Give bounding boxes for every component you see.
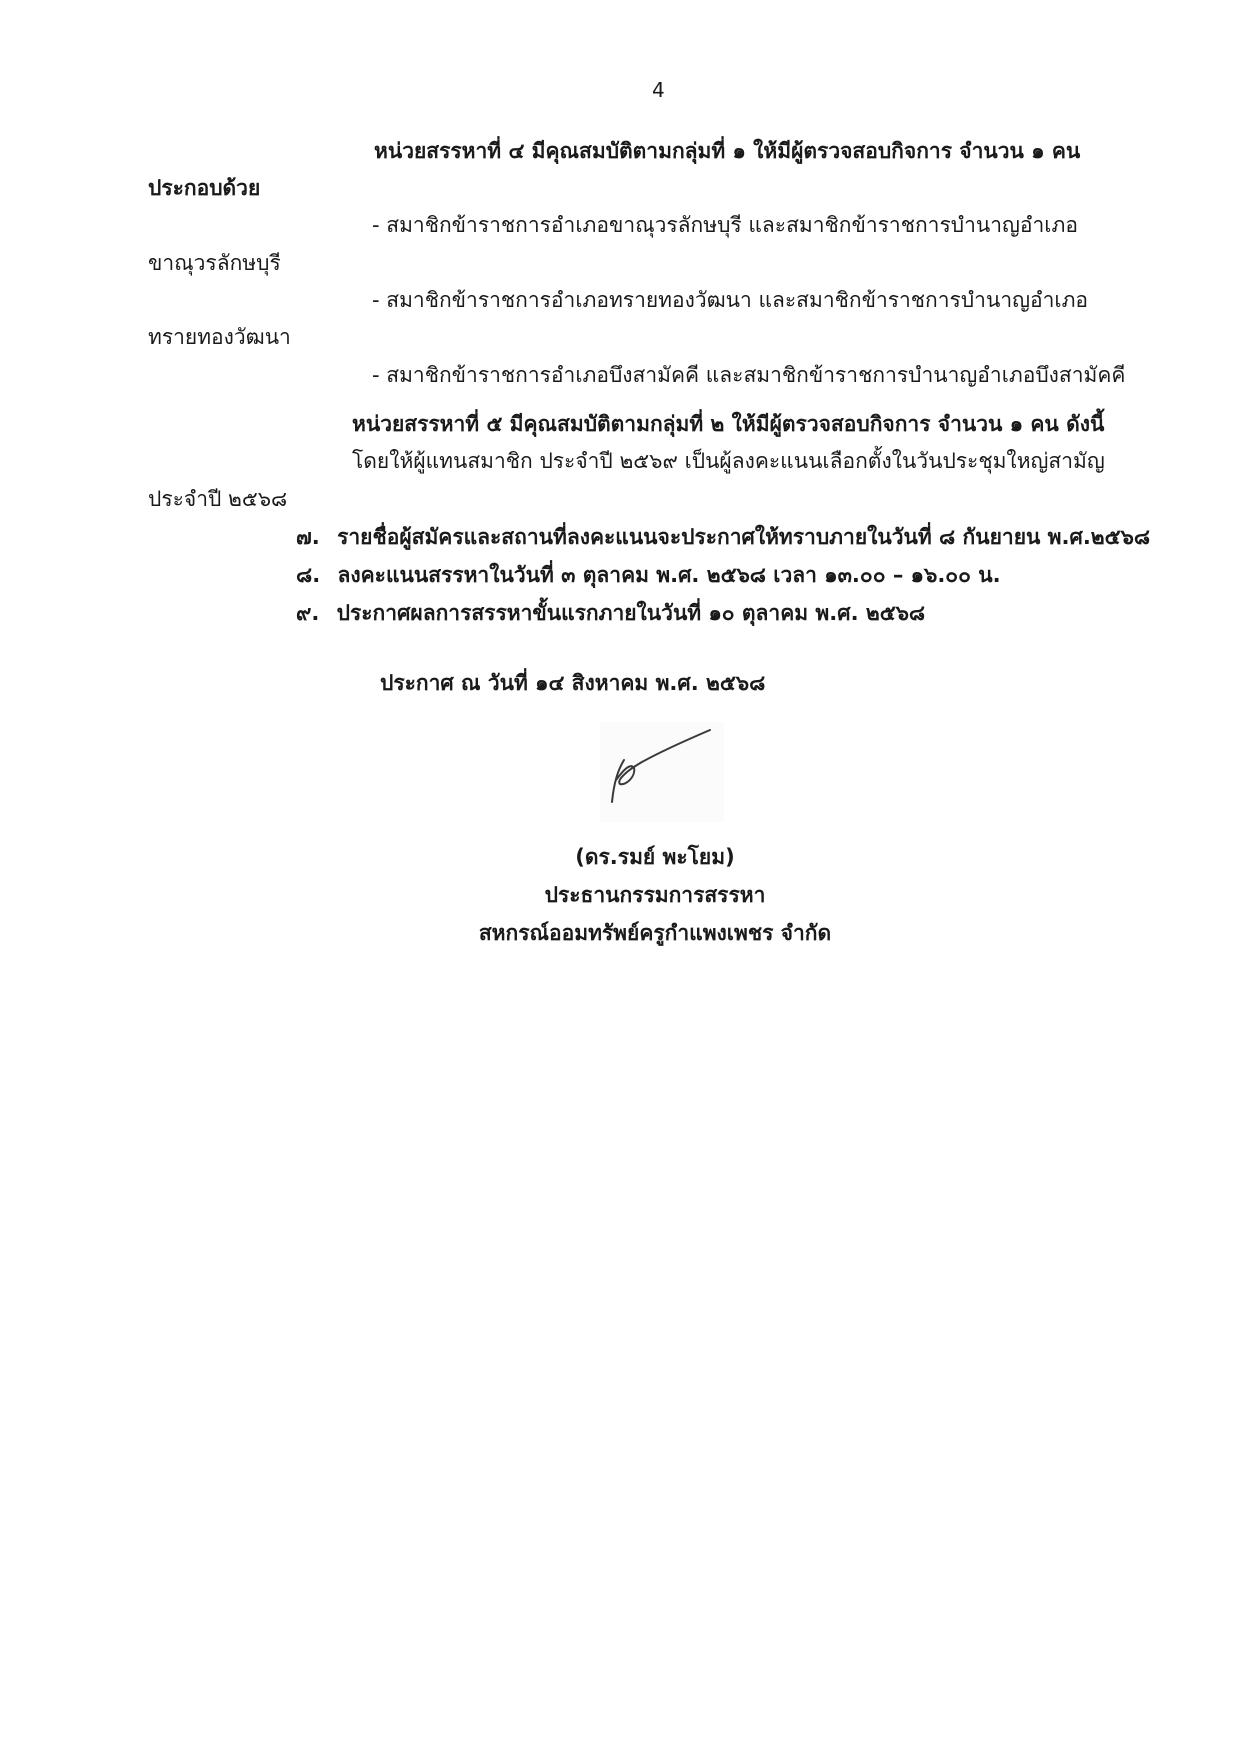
- unit4-heading: หน่วยสรรหาที่ ๔ มีคุณสมบัติตามกลุ่มที่ ๑ ให้มีผู้ตรวจสอบกิจการ จำนวน ๑ คน: [374, 139, 1081, 163]
- unit4-item-2-line2: ทรายทองวัฒนา: [148, 325, 291, 349]
- unit4-heading-cont: ประกอบด้วย: [148, 176, 261, 200]
- unit4-item-1-line2: ขาณุวรลักษบุรี: [148, 251, 281, 275]
- unit5-body-line1: โดยให้ผู้แทนสมาชิก ประจำปี ๒๕๖๙ เป็นผู้ลงคะแนนเลือกตั้งในวันประชุมใหญ่สามัญ: [352, 449, 1105, 473]
- signer-organization: สหกรณ์ออมทรัพย์ครูกำแพงเพชร จำกัด: [478, 921, 832, 945]
- unit5-body-line2: ประจำปี ๒๕๖๘: [148, 487, 288, 511]
- unit4-item-1-line1: - สมาชิกข้าราชการอำเภอขาณุวรลักษบุรี และสมาชิกข้าราชการบำนาญอำเภอ: [372, 213, 1078, 237]
- unit5-heading: หน่วยสรรหาที่ ๕ มีคุณสมบัติตามกลุ่มที่ ๒ ให้มีผู้ตรวจสอบกิจการ จำนวน ๑ คน ดังนี้: [352, 412, 1105, 436]
- numbered-item-9: [296, 598, 925, 628]
- signature-image: [600, 722, 724, 822]
- item-text: ประกาศผลการสรรหาขั้นแรกภายในวันที่ ๑๐ ตุลาคม พ.ศ. ๒๕๖๘: [336, 601, 926, 625]
- item-number: ๙.: [296, 601, 320, 625]
- announcement-date: ประกาศ ณ วันที่ ๑๔ สิงหาคม พ.ศ. ๒๕๖๘: [380, 671, 766, 695]
- unit4-item-3-line1: - สมาชิกข้าราชการอำเภอบึงสามัคคี และสมาชิกข้าราชการบำนาญอำเภอบึงสามัคคี: [372, 363, 1126, 387]
- signature-icon: [600, 722, 724, 822]
- numbered-item-7: [296, 522, 1150, 552]
- item-number: ๘.: [296, 563, 321, 587]
- signer-position: ประธานกรรมการสรรหา: [544, 883, 766, 907]
- item-text: ลงคะแนนสรรหาในวันที่ ๓ ตุลาคม พ.ศ. ๒๕๖๘ เวลา ๑๓.๐๐ – ๑๖.๐๐ น.: [337, 563, 1001, 587]
- page-number: 4: [652, 78, 665, 102]
- numbered-item-8: [296, 560, 1001, 590]
- item-number: ๗.: [296, 525, 320, 549]
- unit4-item-2-line1: - สมาชิกข้าราชการอำเภอทรายทองวัฒนา และสมาชิกข้าราชการบำนาญอำเภอ: [372, 288, 1089, 312]
- signer-name: (ดร.รมย์ พะโยม): [575, 845, 735, 869]
- item-text: รายชื่อผู้สมัครและสถานที่ลงคะแนนจะประกาศให้ทราบภายในวันที่ ๘ กันยายน พ.ศ.๒๕๖๘: [337, 525, 1151, 549]
